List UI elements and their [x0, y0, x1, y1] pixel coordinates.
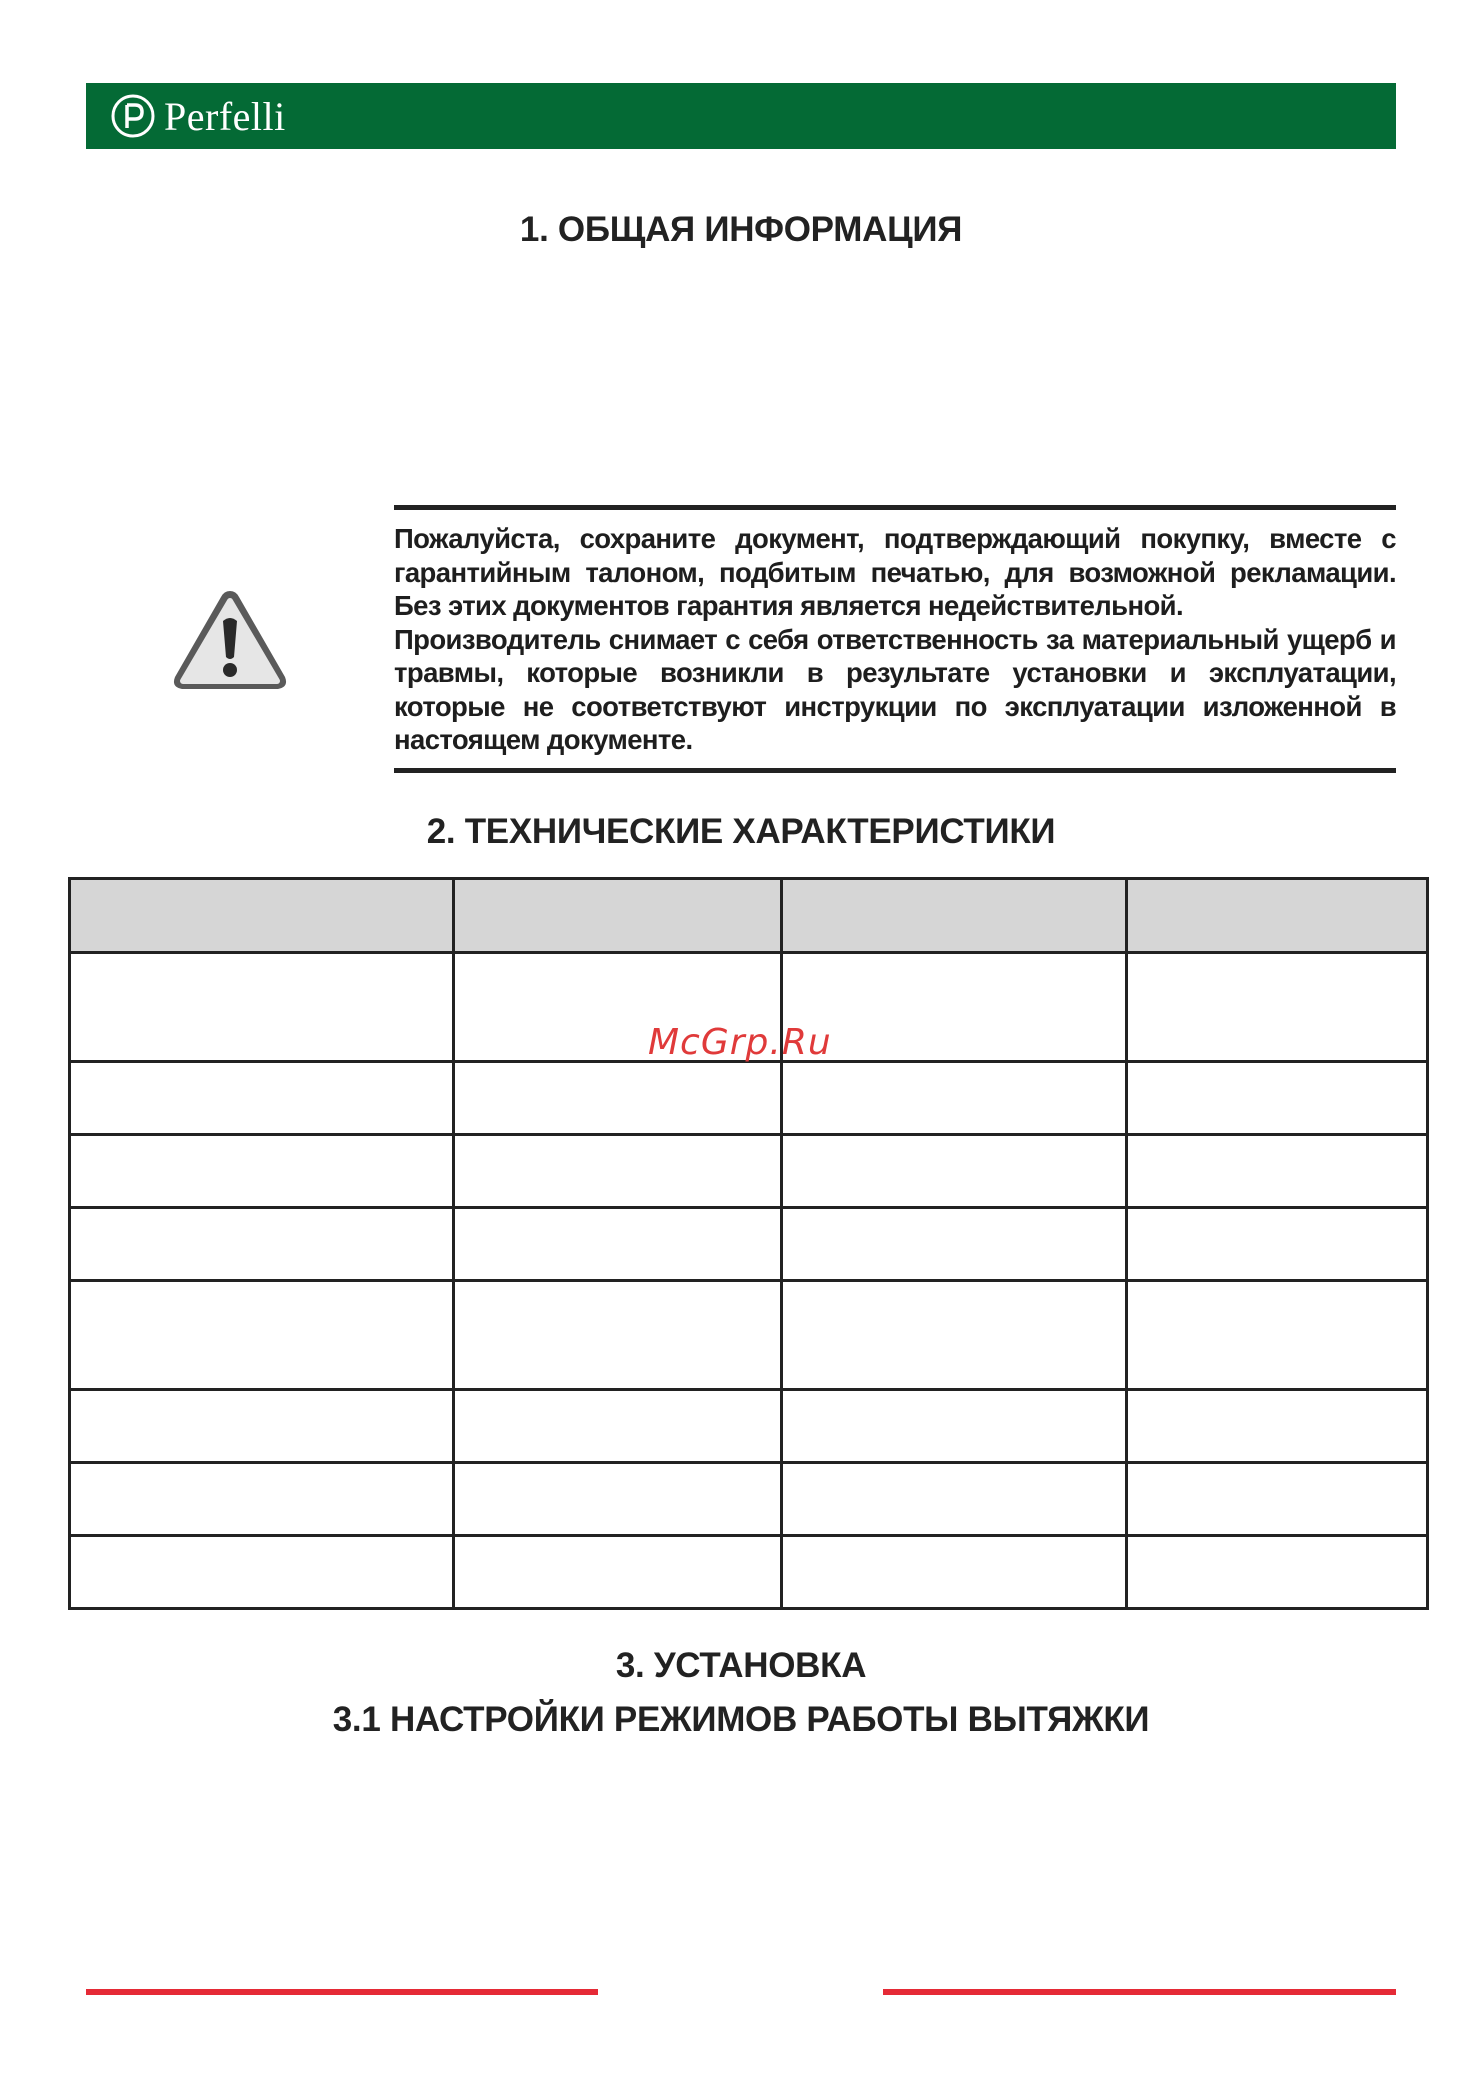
table-row — [70, 1062, 1428, 1135]
warning-triangle-icon — [168, 585, 292, 695]
footer-rule-left — [86, 1989, 598, 1995]
specifications-table — [68, 877, 1429, 1610]
table-cell — [782, 1135, 1127, 1208]
table-cell — [70, 953, 454, 1062]
table-row — [70, 1135, 1428, 1208]
table-header-row — [70, 879, 1428, 953]
notice-bottom-rule — [394, 768, 1396, 773]
table-cell — [70, 1281, 454, 1390]
table-header-cell — [782, 879, 1127, 953]
table-row — [70, 1536, 1428, 1609]
table-cell — [782, 1536, 1127, 1609]
brand-header-bar — [86, 83, 1396, 149]
table-cell — [454, 1281, 782, 1390]
table-cell — [782, 1281, 1127, 1390]
notice-paragraph: Производитель снимает с себя ответственность за материальный ущерб и травмы, которые возникли в результате установки и эксплуатации, которые не соответствуют инструкции по эксплуатации изложенной в настоящем документе. — [394, 623, 1396, 755]
table-cell — [454, 1536, 782, 1609]
brand-name: Perfelli — [164, 93, 286, 139]
section-title-general: 1. ОБЩАЯ ИНФОРМАЦИЯ — [519, 210, 963, 249]
table-cell — [454, 1208, 782, 1281]
table-header-cell — [1127, 879, 1428, 953]
table-row — [70, 1281, 1428, 1390]
table-cell — [1127, 953, 1428, 1062]
table-cell — [1127, 1135, 1428, 1208]
table-cell — [70, 1463, 454, 1536]
table-header-cell — [454, 879, 782, 953]
table-row — [70, 1463, 1428, 1536]
table-cell — [1127, 1062, 1428, 1135]
perfelli-logo-icon — [110, 93, 156, 139]
table-cell — [70, 1536, 454, 1609]
table-cell — [454, 1390, 782, 1463]
table-cell — [1127, 1463, 1428, 1536]
table-cell — [70, 1208, 454, 1281]
notice-paragraph: Пожалуйста, сохраните документ, подтверждающий покупку, вместе с гарантийным талоном, подбитым печатью, для возможной рекламации. Без этих документов гарантия является недействительной. — [394, 523, 1396, 621]
table-cell — [1127, 1208, 1428, 1281]
table-cell — [1127, 1390, 1428, 1463]
notice-top-rule — [394, 505, 1396, 510]
table-cell — [782, 1208, 1127, 1281]
section-title-modes: 3.1 НАСТРОЙКИ РЕЖИМОВ РАБОТЫ ВЫТЯЖКИ — [332, 1700, 1150, 1739]
table-cell — [782, 1062, 1127, 1135]
table-cell — [782, 1390, 1127, 1463]
table-cell — [1127, 1281, 1428, 1390]
section-title-install: 3. УСТАНОВКА — [615, 1646, 867, 1685]
watermark-text: McGrp.Ru — [648, 1022, 832, 1063]
table-cell — [70, 1135, 454, 1208]
footer-rule-right — [883, 1989, 1396, 1995]
table-cell — [454, 1062, 782, 1135]
table-row — [70, 1390, 1428, 1463]
table-row — [70, 1208, 1428, 1281]
table-cell — [70, 1390, 454, 1463]
table-cell — [70, 1062, 454, 1135]
table-cell — [1127, 1536, 1428, 1609]
table-cell — [782, 1463, 1127, 1536]
section-title-specs: 2. ТЕХНИЧЕСКИЕ ХАРАКТЕРИСТИКИ — [426, 812, 1056, 851]
table-cell — [454, 1463, 782, 1536]
warranty-notice — [394, 522, 1396, 757]
table-header-cell — [70, 879, 454, 953]
table-cell — [454, 1135, 782, 1208]
table-cell — [782, 953, 1127, 1062]
